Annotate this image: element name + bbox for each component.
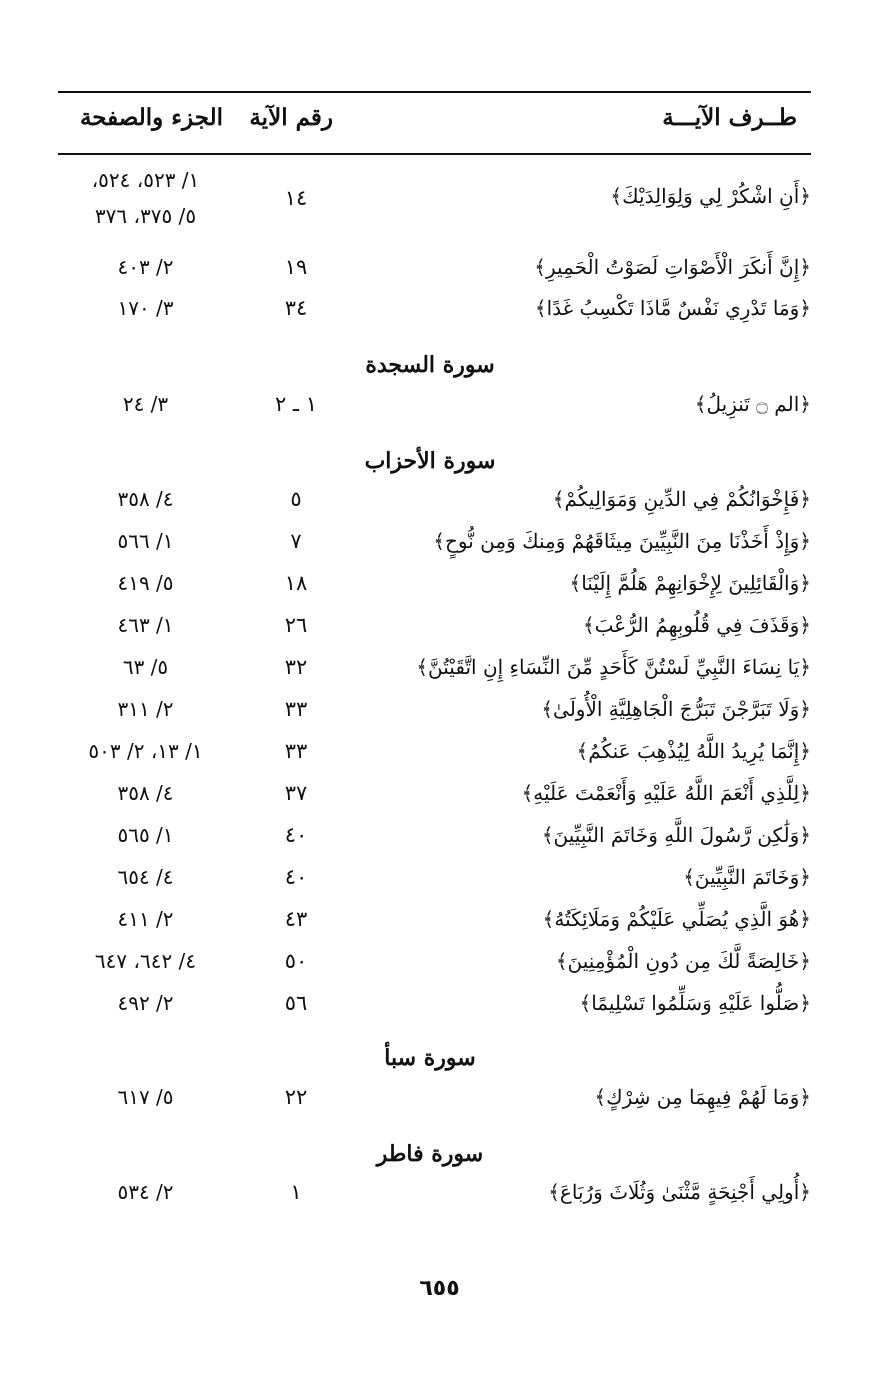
ayah-text: ﴿أَنِ اشْكُرْ لِي وَلِوَالِدَيْكَ﴾: [610, 184, 811, 208]
ayah-number: ١٩: [284, 255, 308, 279]
part-page: ١/ ٥٦٦: [117, 529, 174, 553]
ayah-text: ﴿فَإِخْوَانُكُمْ فِي الدِّينِ وَمَوَالِيكُمْ﴾: [552, 487, 811, 511]
table-row: [58, 613, 811, 647]
part-page: ٤/ ٣٥٨: [117, 781, 174, 805]
table-row: [58, 655, 811, 689]
header-part-page: الجزء والصفحة: [79, 104, 223, 131]
ayah-text: ﴿هُوَ الَّذِي يُصَلِّي عَلَيْكُمْ وَمَلَائِكَتُهُ﴾: [542, 907, 811, 931]
part-page: ٤/ ٦٥٤: [117, 865, 174, 889]
surah-heading: سورة سبأ: [384, 1045, 476, 1071]
ayah-text: ﴿وَخَاتَمَ النَّبِيِّينَ﴾: [683, 865, 811, 889]
ayah-number: ١ ـ ٢: [274, 392, 318, 416]
table-row: [58, 571, 811, 605]
ayah-text: ﴿وَمَا تَدْرِي نَفْسٌ مَّاذَا تَكْسِبُ غَدًا﴾: [534, 296, 811, 320]
ayah-number: ٤٠: [284, 823, 308, 847]
ayah-number: ٢٦: [284, 613, 308, 637]
part-page: ٥/ ٦١٧: [117, 1085, 174, 1109]
table-row: [58, 1180, 811, 1214]
ayah-number: ٣٣: [284, 697, 308, 721]
part-page: ٤/ ٣٥٨: [117, 487, 174, 511]
ayah-number: ١: [290, 1180, 302, 1204]
header-ayah-number: رقم الآية: [249, 104, 333, 131]
ayah-number: ٥٠: [284, 949, 308, 973]
part-page: ٤/ ٦٤٢، ٦٤٧: [94, 949, 197, 973]
part-page: ٥/ ٦٣: [122, 655, 169, 679]
ayah-text: ﴿لِلَّذِي أَنْعَمَ اللَّهُ عَلَيْهِ وَأَنْعَمْتَ عَلَيْهِ﴾: [521, 781, 811, 805]
table-row: [58, 529, 811, 563]
table-row: [58, 1085, 811, 1119]
ayah-text: ﴿إِنَّ أَنكَرَ الْأَصْوَاتِ لَصَوْتُ الْحَمِيرِ﴾: [534, 255, 811, 279]
part-page: ٢/ ٥٣٤: [117, 1180, 174, 1204]
table-row: [58, 487, 811, 521]
table-row: [58, 168, 811, 228]
ayah-text: ﴿وَلَا تَبَرَّجْنَ تَبَرُّجَ الْجَاهِلِيَّةِ الْأُولَىٰ﴾: [541, 697, 811, 721]
ayah-number: ٣٢: [284, 655, 308, 679]
ayah-number: ٤٣: [284, 907, 308, 931]
table-row: [58, 255, 811, 289]
surah-heading: سورة السجدة: [365, 352, 495, 378]
ayah-text: ﴿أُولِي أَجْنِحَةٍ مَّثْنَىٰ وَثُلَاثَ وَرُبَاعَ﴾: [548, 1180, 811, 1204]
table-row: [58, 781, 811, 815]
ayah-number: ٢٢: [284, 1085, 308, 1109]
ayah-text: ﴿وَإِذْ أَخَذْنَا مِنَ النَّبِيِّينَ مِيثَاقَهُمْ وَمِنكَ وَمِن نُّوحٍ﴾: [433, 529, 811, 553]
part-page: ٣/ ٢٤: [122, 392, 169, 416]
ayah-text: ﴿إِنَّمَا يُرِيدُ اللَّهُ لِيُذْهِبَ عَنكُمُ﴾: [576, 739, 811, 763]
ayah-number: ١٨: [284, 571, 308, 595]
surah-heading: سورة الأحزاب: [364, 448, 496, 474]
ayah-number: ٣٤: [284, 296, 308, 320]
ayah-number: ١٤: [284, 186, 308, 210]
part-page: ٢/ ٤٩٢: [117, 991, 174, 1015]
ayah-text: ﴿وَلَٰكِن رَّسُولَ اللَّهِ وَخَاتَمَ النَّبِيِّينَ﴾: [541, 823, 811, 847]
ayah-text: ﴿صَلُّوا عَلَيْهِ وَسَلِّمُوا تَسْلِيمًا﴾: [579, 991, 811, 1015]
table-row: [58, 697, 811, 731]
table-row: [58, 739, 811, 773]
ayah-text: ﴿وَمَا لَهُمْ فِيهِمَا مِن شِرْكٍ﴾: [594, 1085, 811, 1109]
table-row: [58, 823, 811, 857]
part-page: ١/ ٤٦٣: [117, 613, 174, 637]
header-ayah: طــرف الآيـــة: [662, 104, 797, 131]
table-row: [58, 991, 811, 1025]
ayah-text: ﴿الم ۝ تَنزِيلُ﴾: [694, 392, 811, 416]
table-row: [58, 296, 811, 330]
part-page: ١/ ١٣، ٢/ ٥٠٣: [88, 739, 203, 763]
part-page: ٥/ ٤١٩: [117, 571, 174, 595]
ayah-number: ٥: [290, 487, 302, 511]
ayah-text: ﴿خَالِصَةً لَّكَ مِن دُونِ الْمُؤْمِنِينَ﴾: [555, 949, 811, 973]
part-page: ٢/ ٤١١: [117, 907, 174, 931]
ayah-number: ٤٠: [284, 865, 308, 889]
part-page: ١/ ٥٢٣، ٥٢٤،: [91, 168, 200, 192]
part-page: ١/ ٥٦٥: [117, 823, 174, 847]
table-row: [58, 949, 811, 983]
part-page-line2: ٥/ ٣٧٥، ٣٧٦: [94, 204, 197, 228]
page-number: ٦٥٥: [419, 1276, 460, 1301]
ayah-number: ٧: [290, 529, 302, 553]
ayah-text: ﴿وَقَذَفَ فِي قُلُوبِهِمُ الرُّعْبَ﴾: [582, 613, 811, 637]
surah-heading: سورة فاطر: [376, 1141, 484, 1167]
table-row: [58, 865, 811, 899]
part-page: ٢/ ٤٠٣: [117, 255, 174, 279]
ayah-number: ٥٦: [284, 991, 308, 1015]
ayah-number: ٣٧: [284, 781, 308, 805]
table-row: [58, 392, 811, 426]
ayah-text: ﴿يَا نِسَاءَ النَّبِيِّ لَسْتُنَّ كَأَحَدٍ مِّنَ النِّسَاءِ إِنِ اتَّقَيْتُنَّ﴾: [416, 655, 811, 679]
ayah-text: ﴿وَالْقَائِلِينَ لِإِخْوَانِهِمْ هَلُمَّ إِلَيْنَا﴾: [569, 571, 811, 595]
part-page: ٣/ ١٧٠: [117, 296, 174, 320]
table-row: [58, 907, 811, 941]
part-page: ٢/ ٣١١: [117, 697, 174, 721]
ayah-number: ٣٣: [284, 739, 308, 763]
